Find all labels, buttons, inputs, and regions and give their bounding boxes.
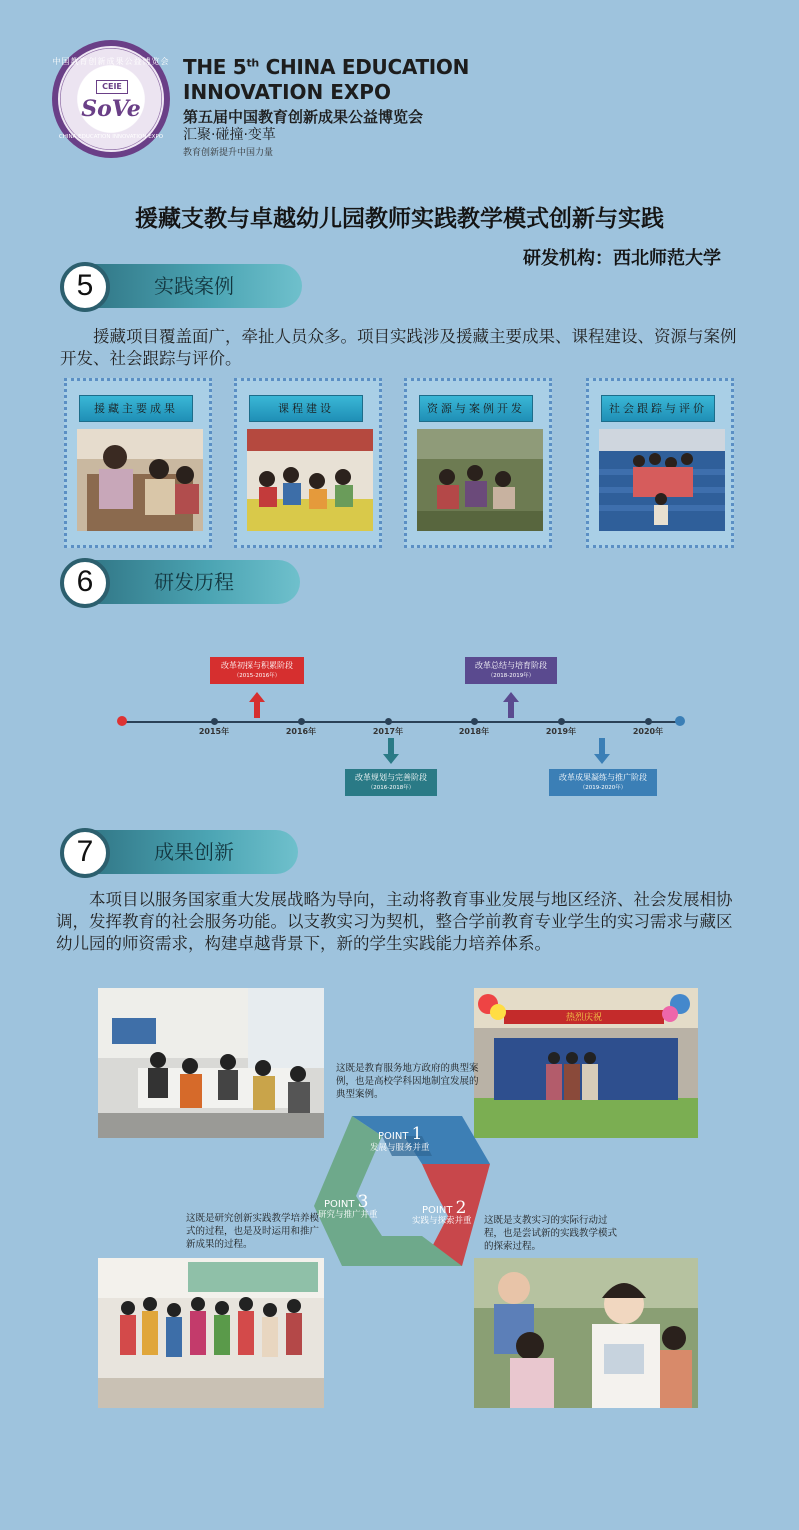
expo-title-en-line1: THE 5th CHINA EDUCATION <box>183 55 470 79</box>
timeline-axis <box>122 721 680 723</box>
case-card-resources <box>404 378 552 548</box>
stage-range: （2019-2020年） <box>579 785 627 791</box>
section-6-label: 研发历程 <box>154 570 234 594</box>
timeline-year: 2019年 <box>545 727 577 736</box>
section-6-number: 6 <box>60 558 110 608</box>
arrow-down-icon <box>594 738 610 764</box>
point-3-subtitle: 研究与推广并重 <box>318 1210 378 1220</box>
logo-mark: SoVe <box>81 96 141 122</box>
caption-point-2: 这既是支教实习的实际行动过程，也是尝试新的实践教学模式的探索过程。 <box>484 1215 618 1252</box>
expo-logo <box>52 40 170 158</box>
case-card-label: 资源与案例开发 <box>419 395 533 422</box>
stage-box-initial <box>210 657 304 684</box>
case-card-evaluation <box>586 378 734 548</box>
section-7-label: 成果创新 <box>154 840 234 864</box>
research-org: 研发机构：西北师范大学 <box>523 248 721 269</box>
section-5-label: 实践案例 <box>154 274 234 298</box>
photo-children-outdoors <box>417 429 543 531</box>
timeline-end-dot <box>675 716 685 726</box>
stage-title: 改革初探与积累阶段 <box>221 661 293 670</box>
stage-title: 改革成果凝练与推广阶段 <box>559 773 647 782</box>
timeline-tick <box>298 718 305 725</box>
expo-tagline: 教育创新提升中国力量 <box>183 148 274 158</box>
stage-range: （2018-2019年） <box>487 673 535 679</box>
case-card-label: 课程建设 <box>249 395 363 422</box>
point-1-subtitle: 发展与服务并重 <box>370 1143 430 1153</box>
case-card-achievements <box>64 378 212 548</box>
logo-badge: CEIE <box>96 80 128 94</box>
timeline-year: 2016年 <box>285 727 317 736</box>
point-2-title: POINT 2 <box>422 1198 467 1218</box>
timeline-tick <box>211 718 218 725</box>
stage-range: （2015-2016年） <box>233 673 281 679</box>
page-title: 援藏支教与卓越幼儿园教师实践教学模式创新与实践 <box>135 206 664 232</box>
photo-meeting-room <box>98 988 324 1138</box>
stage-box-summary <box>465 657 557 684</box>
section-5-text: 援藏项目覆盖面广，牵扯人员众多。项目实践涉及援藏主要成果、课程建设、资源与案例开发、社会跟踪与评价。 <box>60 327 737 368</box>
point-3-title: POINT 3 <box>324 1192 369 1212</box>
stage-range: （2016-2018年） <box>367 785 415 791</box>
timeline-tick <box>385 718 392 725</box>
expo-title-cn: 第五届中国教育创新成果公益博览会 <box>183 108 424 126</box>
point-2-subtitle: 实践与探索并重 <box>412 1216 472 1226</box>
stage-title: 改革总结与培育阶段 <box>475 661 547 670</box>
timeline-year: 2017年 <box>372 727 404 736</box>
case-card-curriculum <box>234 378 382 548</box>
caption-point-3: 这既是研究创新实践教学培养模式的过程，也是及时运用和推广新成果的过程。 <box>186 1213 320 1250</box>
section-7-text: 本项目以服务国家重大发展战略为导向，主动将教育事业发展与地区经济、社会发展相协调，发挥教育的社会服务功能。以支教实习为契机，整合学前教育专业学生的实习需求与藏区幼儿园的师资需求，构建卓越背景下，新的学生实践能力培养体系。 <box>56 890 733 953</box>
arrow-down-icon <box>383 738 399 764</box>
photo-teacher-playing <box>474 1258 698 1408</box>
banner-text: 热烈庆祝 <box>565 1013 603 1023</box>
timeline-tick <box>645 718 652 725</box>
stage-box-planning <box>345 769 437 796</box>
expo-slogan: 汇聚·碰撞·变革 <box>183 127 276 143</box>
arrow-up-icon <box>503 692 519 718</box>
case-card-label: 援藏主要成果 <box>79 395 193 422</box>
timeline-tick <box>471 718 478 725</box>
photo-teacher-with-children <box>77 429 203 531</box>
timeline-year: 2018年 <box>458 727 490 736</box>
logo-ring-text: 中国教育创新成果公益博览会 <box>52 57 170 66</box>
photo-children-group <box>98 1258 324 1408</box>
section-5-number: 5 <box>60 262 110 312</box>
stage-title: 改革规划与完善阶段 <box>355 773 427 782</box>
timeline-tick <box>558 718 565 725</box>
section-7-number: 7 <box>60 828 110 878</box>
stage-box-promotion <box>549 769 657 796</box>
case-card-label: 社会跟踪与评价 <box>601 395 715 422</box>
photo-children-on-steps <box>599 429 725 531</box>
timeline-year: 2020年 <box>632 727 664 736</box>
arrow-up-icon <box>249 692 265 718</box>
timeline-year: 2015年 <box>198 727 230 736</box>
logo-ring-text-en: CHINA EDUCATION INNOVATION EXPO <box>58 134 164 140</box>
photo-classroom-activity <box>247 429 373 531</box>
timeline-start-dot <box>117 716 127 726</box>
photo-celebration-stage <box>474 988 698 1138</box>
caption-point-1: 这既是教育服务地方政府的典型案例，也是高校学科因地制宜发展的典型案例。 <box>336 1063 479 1100</box>
point-1-title: POINT 1 <box>378 1124 423 1144</box>
expo-title-en-line2: INNOVATION EXPO <box>183 80 391 104</box>
